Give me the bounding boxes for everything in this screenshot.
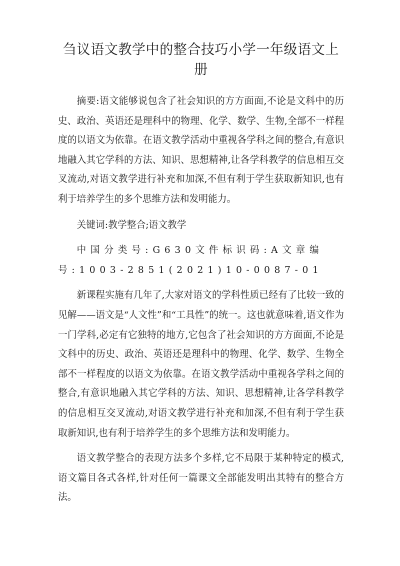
abstract-paragraph: 摘要:语文能够说包含了社会知识的方方面面,不论是文科中的历史、政治、英语还是理科中的物理、化学、数学、生物,全部不一样程度的以语文为依靠。在语文教学活动中重视各学科之间的整合,有意识地融入其它学科的方法、知识、思想精神,让各学科教学的信息相互交叉流动,对语文教学进行补充和加深,不但有利于学生获取新知识,也有利于培养学生的多个思维方法和发明能力。 <box>58 96 344 205</box>
keywords-line: 关键词:教学整合;语文教学 <box>76 219 187 231</box>
body-paragraph-2: 语文教学整合的表现方法多个多样,它不局限于某种特定的模式,语文篇目各式各样,针对任何一篇课文全部能发明出其特有的整合方法。 <box>58 453 344 504</box>
document-page <box>58 38 344 514</box>
body-paragraph-1: 新课程实施有几年了,大家对语文的学科性质已经有了比较一致的见解——语文是“人文性”和“工具性”的统一。这也就意味着,语文作为一门学科,必定有它独特的地方,它包含了社会知识的方方面面,不论是文科中的历史、政治、英语还是理科中的物理、化学、数学、生物全部不一样程度的以语文为依靠。在语文教学活动中重视各学科之间的整合,有意识地融入其它学科的方法、知识、思想精神,让各学科教学的信息相互交叉流动,对语文教学进行补充和加深,不但有利于学生获取新知识,也有利于培养学生的多个思维方法和发明能力。 <box>58 290 344 439</box>
document-title: 刍议语文教学中的整合技巧小学一年级语文上册 <box>63 42 339 78</box>
classification-line: 中国分类号:G630文件标识码:A文章编号:1003-2851(2021)10-0087-01 <box>58 245 324 276</box>
